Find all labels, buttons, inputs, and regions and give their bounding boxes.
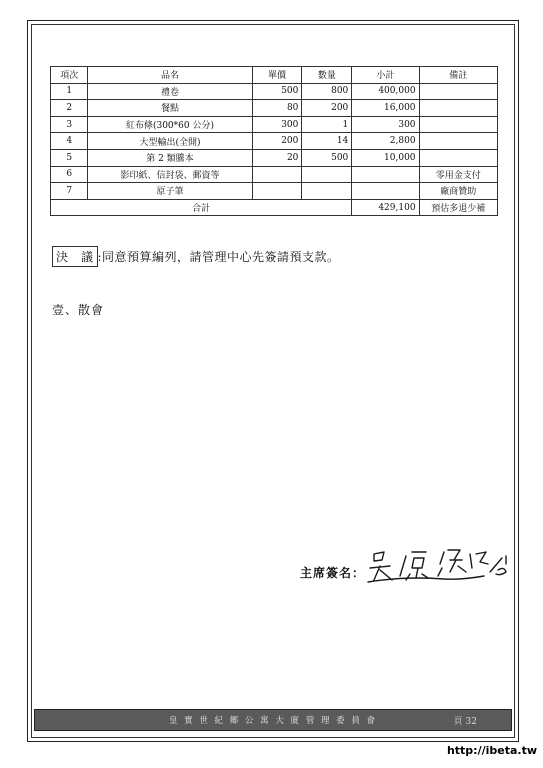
cell-item: 紅布條(300*60 公分) — [88, 116, 252, 133]
cell-unit-price — [252, 183, 302, 200]
table-row — [51, 183, 498, 200]
cell-subtotal: 400,000 — [352, 83, 419, 100]
cell-qty — [302, 183, 352, 200]
cell-no: 1 — [51, 83, 88, 100]
cell-qty: 200 — [302, 100, 352, 117]
cell-note — [419, 116, 497, 133]
cell-qty: 1 — [302, 116, 352, 133]
cell-qty — [302, 166, 352, 183]
cell-item: 第 2 類騰本 — [88, 149, 252, 166]
cell-no: 7 — [51, 183, 88, 200]
header-item: 品名 — [88, 67, 252, 84]
table-total-row — [51, 199, 498, 216]
cell-item: 原子筆 — [88, 183, 252, 200]
cell-unit-price: 200 — [252, 133, 302, 150]
cell-item: 影印紙、信封袋、郵資等 — [88, 166, 252, 183]
budget-table — [50, 66, 498, 216]
cell-item: 禮卷 — [88, 83, 252, 100]
cell-item: 大型輸出(全開) — [88, 133, 252, 150]
adjournment-heading: 壹、散會 — [52, 303, 105, 317]
cell-subtotal — [352, 166, 419, 183]
handwritten-signature — [366, 546, 516, 592]
cell-note — [419, 100, 497, 117]
header-qty: 數量 — [302, 67, 352, 84]
decision-text: :同意預算編列，請管理中心先簽請預支款。 — [97, 250, 340, 264]
header-no: 項次 — [51, 67, 88, 84]
table-row — [51, 116, 498, 133]
cell-subtotal: 10,000 — [352, 149, 419, 166]
cell-note: 廠商贊助 — [419, 183, 497, 200]
cell-unit-price: 500 — [252, 83, 302, 100]
signature-label: 主席簽名： — [300, 566, 366, 580]
header-unit-price: 單價 — [252, 67, 302, 84]
cell-unit-price — [252, 166, 302, 183]
cell-note — [419, 83, 497, 100]
table-row — [51, 149, 498, 166]
footer-committee-title: 皇 實 世 紀 鄉 公 寓 大 廈 管 理 委 員 會 — [168, 716, 378, 726]
cell-qty: 800 — [302, 83, 352, 100]
cell-unit-price: 80 — [252, 100, 302, 117]
header-note: 備註 — [419, 67, 497, 84]
watermark-url: http://ibeta.tw — [446, 744, 537, 757]
total-value: 429,100 — [352, 199, 419, 216]
cell-subtotal: 2,800 — [352, 133, 419, 150]
total-label: 合計 — [51, 199, 352, 216]
cell-subtotal: 16,000 — [352, 100, 419, 117]
cell-note: 零用金支付 — [419, 166, 497, 183]
header-subtotal: 小計 — [352, 67, 419, 84]
table-row — [51, 83, 498, 100]
total-note: 預估多退少補 — [419, 199, 497, 216]
cell-no: 5 — [51, 149, 88, 166]
table-row — [51, 166, 498, 183]
cell-qty: 500 — [302, 149, 352, 166]
cell-subtotal: 300 — [352, 116, 419, 133]
cell-no: 3 — [51, 116, 88, 133]
cell-no: 4 — [51, 133, 88, 150]
cell-no: 2 — [51, 100, 88, 117]
cell-item: 餐點 — [88, 100, 252, 117]
cell-unit-price: 20 — [252, 149, 302, 166]
cell-no: 6 — [51, 166, 88, 183]
table-row — [51, 133, 498, 150]
decision-line — [52, 246, 340, 267]
table-row — [51, 100, 498, 117]
cell-unit-price: 300 — [252, 116, 302, 133]
cell-note — [419, 149, 497, 166]
footer-bar — [34, 709, 512, 731]
cell-note — [419, 133, 497, 150]
cell-subtotal — [352, 183, 419, 200]
cell-qty: 14 — [302, 133, 352, 150]
table-header-row — [51, 67, 498, 84]
footer-page-number: 頁 32 — [453, 717, 477, 727]
decision-label: 決 議 — [52, 246, 98, 267]
